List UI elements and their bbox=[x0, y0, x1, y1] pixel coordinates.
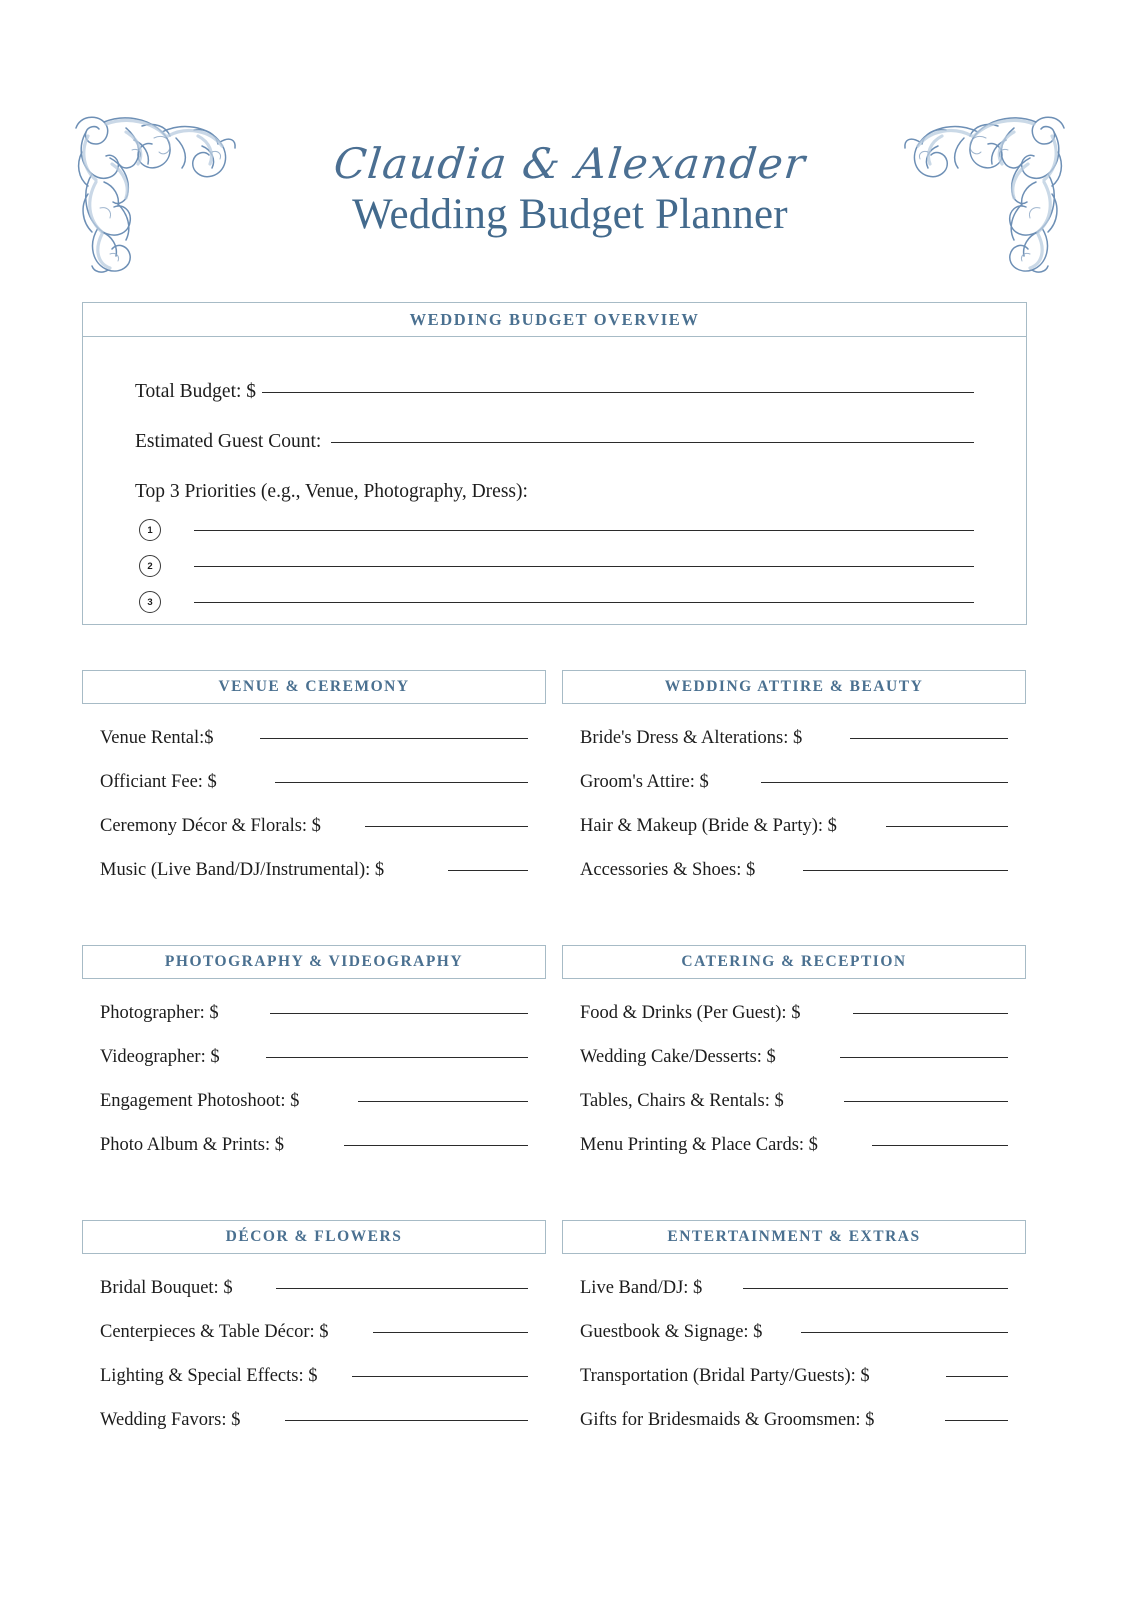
budget-item-row bbox=[100, 1091, 528, 1112]
priority-number-badge: 2 bbox=[139, 555, 161, 577]
budget-item-row bbox=[100, 1322, 528, 1343]
priority-number-badge: 3 bbox=[139, 591, 161, 613]
budget-item-label: Transportation (Bridal Party/Guests): $ bbox=[580, 1366, 870, 1386]
budget-item-label: Ceremony Décor & Florals: $ bbox=[100, 816, 321, 836]
budget-item-input[interactable] bbox=[448, 870, 528, 871]
couple-names: Claudia & Alexander bbox=[331, 139, 809, 188]
budget-item-row bbox=[100, 1366, 528, 1387]
total-budget-input[interactable] bbox=[262, 392, 974, 393]
priority-input[interactable] bbox=[194, 566, 974, 567]
budget-item-row bbox=[100, 1003, 528, 1024]
priorities-label: Top 3 Priorities (e.g., Venue, Photography, Dress): bbox=[135, 481, 528, 502]
budget-item-label: Accessories & Shoes: $ bbox=[580, 860, 756, 880]
budget-item-input[interactable] bbox=[266, 1057, 528, 1058]
budget-item-input[interactable] bbox=[853, 1013, 1008, 1014]
budget-item-label: Wedding Cake/Desserts: $ bbox=[580, 1047, 776, 1067]
budget-item-label: Groom's Attire: $ bbox=[580, 772, 709, 792]
budget-item-row bbox=[100, 728, 528, 749]
budget-item-row bbox=[580, 816, 1008, 837]
budget-item-label: Bridal Bouquet: $ bbox=[100, 1278, 233, 1298]
page-title bbox=[0, 139, 1140, 242]
budget-section bbox=[562, 1220, 1026, 1454]
document-title: Wedding Budget Planner bbox=[352, 191, 788, 239]
budget-item-row bbox=[100, 1135, 528, 1156]
budget-item-input[interactable] bbox=[276, 1288, 528, 1289]
budget-item-label: Centerpieces & Table Décor: $ bbox=[100, 1322, 329, 1342]
priority-input[interactable] bbox=[194, 530, 974, 531]
budget-item-label: Bride's Dress & Alterations: $ bbox=[580, 728, 803, 748]
budget-item-input[interactable] bbox=[260, 738, 528, 739]
total-budget-row bbox=[135, 381, 974, 403]
budget-item-input[interactable] bbox=[743, 1288, 1008, 1289]
budget-section bbox=[562, 670, 1026, 904]
priority-input[interactable] bbox=[194, 602, 974, 603]
section-header bbox=[82, 670, 546, 704]
section-items bbox=[562, 1254, 1026, 1431]
budget-item-row bbox=[580, 1322, 1008, 1343]
overview-header-text: WEDDING BUDGET OVERVIEW bbox=[409, 309, 700, 329]
priority-row bbox=[135, 519, 974, 541]
budget-item-label: Venue Rental:$ bbox=[100, 728, 214, 748]
budget-item-label: Gifts for Bridesmaids & Groomsmen: $ bbox=[580, 1410, 875, 1430]
overview-header bbox=[83, 303, 1026, 337]
budget-item-label: Photo Album & Prints: $ bbox=[100, 1135, 285, 1155]
budget-item-label: Menu Printing & Place Cards: $ bbox=[580, 1135, 818, 1155]
priority-row bbox=[135, 591, 974, 613]
section-header bbox=[82, 1220, 546, 1254]
budget-item-input[interactable] bbox=[844, 1101, 1008, 1102]
budget-item-row bbox=[580, 1003, 1008, 1024]
section-header-text: DÉCOR & FLOWERS bbox=[225, 1228, 403, 1245]
budget-item-input[interactable] bbox=[761, 782, 1008, 783]
budget-item-label: Lighting & Special Effects: $ bbox=[100, 1366, 318, 1386]
budget-item-input[interactable] bbox=[373, 1332, 528, 1333]
budget-item-input[interactable] bbox=[275, 782, 528, 783]
section-header bbox=[562, 945, 1026, 979]
budget-item-input[interactable] bbox=[365, 826, 528, 827]
budget-item-label: Photographer: $ bbox=[100, 1003, 219, 1023]
budget-item-row bbox=[580, 1366, 1008, 1387]
total-budget-label: Total Budget: $ bbox=[135, 381, 257, 402]
budget-item-label: Hair & Makeup (Bride & Party): $ bbox=[580, 816, 837, 836]
section-items bbox=[82, 704, 546, 881]
priorities-list bbox=[135, 519, 974, 613]
budget-item-input[interactable] bbox=[886, 826, 1008, 827]
budget-item-row bbox=[100, 772, 528, 793]
section-header bbox=[82, 945, 546, 979]
budget-item-row bbox=[580, 728, 1008, 749]
section-header-text: VENUE & CEREMONY bbox=[218, 678, 410, 695]
budget-item-row bbox=[580, 772, 1008, 793]
section-header-text: ENTERTAINMENT & EXTRAS bbox=[667, 1228, 921, 1245]
section-items bbox=[82, 1254, 546, 1431]
budget-item-row bbox=[100, 860, 528, 881]
guest-count-label: Estimated Guest Count: bbox=[135, 431, 322, 452]
budget-section bbox=[82, 1220, 546, 1454]
budget-section bbox=[562, 945, 1026, 1179]
guest-count-input[interactable] bbox=[331, 442, 974, 443]
budget-item-input[interactable] bbox=[352, 1376, 528, 1377]
budget-item-row bbox=[580, 1091, 1008, 1112]
budget-item-row bbox=[100, 1410, 528, 1431]
budget-item-input[interactable] bbox=[850, 738, 1008, 739]
budget-item-label: Live Band/DJ: $ bbox=[580, 1278, 703, 1298]
budget-item-label: Music (Live Band/DJ/Instrumental): $ bbox=[100, 860, 385, 880]
budget-item-input[interactable] bbox=[801, 1332, 1008, 1333]
section-header-text: CATERING & RECEPTION bbox=[681, 953, 907, 970]
budget-item-input[interactable] bbox=[285, 1420, 528, 1421]
budget-item-row bbox=[100, 1047, 528, 1068]
section-header-text: WEDDING ATTIRE & BEAUTY bbox=[664, 678, 924, 695]
budget-item-input[interactable] bbox=[344, 1145, 528, 1146]
budget-item-input[interactable] bbox=[872, 1145, 1008, 1146]
section-items bbox=[562, 704, 1026, 881]
budget-item-row bbox=[580, 1278, 1008, 1299]
wedding-budget-overview-panel bbox=[82, 302, 1027, 625]
guest-count-row bbox=[135, 431, 974, 453]
section-items bbox=[562, 979, 1026, 1156]
section-header bbox=[562, 670, 1026, 704]
budget-item-input[interactable] bbox=[803, 870, 1008, 871]
budget-sections-grid bbox=[82, 670, 1027, 1495]
budget-item-row bbox=[580, 1135, 1008, 1156]
section-items bbox=[82, 979, 546, 1156]
budget-item-row bbox=[100, 1278, 528, 1299]
priority-row bbox=[135, 555, 974, 577]
budget-item-row bbox=[580, 1047, 1008, 1068]
budget-item-label: Engagement Photoshoot: $ bbox=[100, 1091, 300, 1111]
budget-item-label: Guestbook & Signage: $ bbox=[580, 1322, 763, 1342]
budget-item-row bbox=[580, 1410, 1008, 1431]
budget-section bbox=[82, 945, 546, 1179]
section-header-text: PHOTOGRAPHY & VIDEOGRAPHY bbox=[164, 953, 464, 970]
budget-item-input[interactable] bbox=[358, 1101, 528, 1102]
overview-body bbox=[83, 337, 1026, 613]
budget-item-input[interactable] bbox=[270, 1013, 528, 1014]
budget-section bbox=[82, 670, 546, 904]
budget-item-row bbox=[580, 860, 1008, 881]
budget-item-row bbox=[100, 816, 528, 837]
budget-item-label: Officiant Fee: $ bbox=[100, 772, 217, 792]
budget-item-label: Wedding Favors: $ bbox=[100, 1410, 241, 1430]
priority-number-badge: 1 bbox=[139, 519, 161, 541]
budget-item-label: Tables, Chairs & Rentals: $ bbox=[580, 1091, 784, 1111]
budget-item-label: Food & Drinks (Per Guest): $ bbox=[580, 1003, 801, 1023]
budget-item-input[interactable] bbox=[840, 1057, 1008, 1058]
budget-item-input[interactable] bbox=[946, 1376, 1008, 1377]
section-header bbox=[562, 1220, 1026, 1254]
budget-item-input[interactable] bbox=[945, 1420, 1008, 1421]
budget-item-label: Videographer: $ bbox=[100, 1047, 220, 1067]
